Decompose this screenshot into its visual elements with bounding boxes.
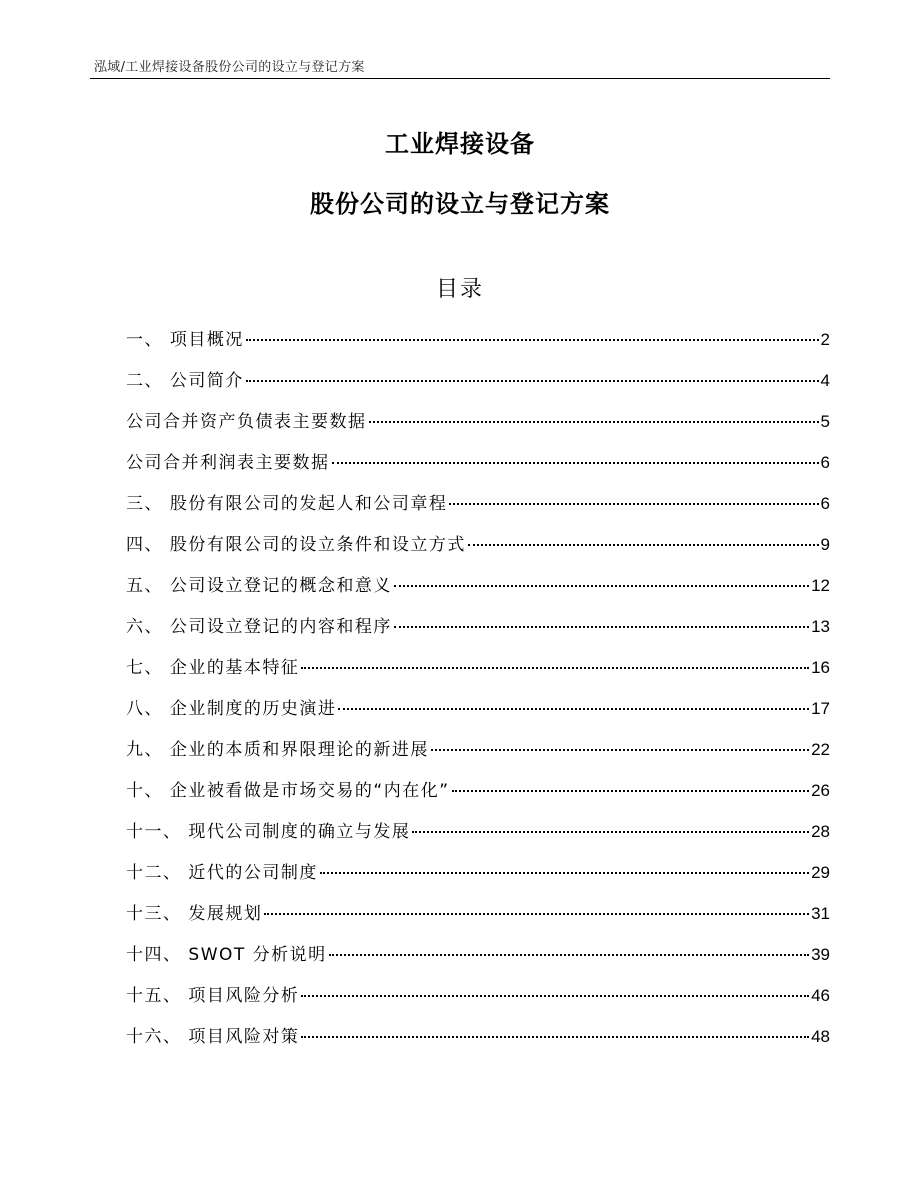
toc-dot-leader <box>246 380 819 382</box>
toc-entry[interactable] <box>126 694 830 735</box>
toc-dot-leader <box>468 544 819 546</box>
toc-dot-leader <box>246 339 819 341</box>
toc-entry-title: 十、 企业被看做是市场交易的“内在化” <box>126 781 450 801</box>
toc-entry-page-number: 46 <box>811 986 830 1005</box>
toc-dot-leader <box>320 872 809 874</box>
toc-entry-page-number: 48 <box>811 1027 830 1046</box>
toc-dot-leader <box>338 708 809 710</box>
toc-dot-leader <box>369 421 819 423</box>
toc-entry[interactable] <box>126 817 830 858</box>
toc-dot-leader <box>301 995 809 997</box>
document-title-line-2: 股份公司的设立与登记方案 <box>310 190 610 218</box>
toc-entry[interactable] <box>126 571 830 612</box>
toc-entry-page-number: 9 <box>820 535 830 554</box>
toc-entry-title: 九、 企业的本质和界限理论的新进展 <box>126 740 429 760</box>
toc-dot-leader <box>332 462 819 464</box>
toc-entry[interactable] <box>126 448 830 489</box>
toc-entry[interactable] <box>126 407 830 448</box>
toc-entry-page-number: 6 <box>820 494 830 513</box>
toc-entry[interactable] <box>126 1022 830 1063</box>
toc-entry[interactable] <box>126 940 830 981</box>
toc-entry-page-number: 31 <box>811 904 830 923</box>
toc-entry[interactable] <box>126 899 830 940</box>
toc-entry-page-number: 12 <box>811 576 830 595</box>
toc-entry-title: 十三、 发展规划 <box>126 904 263 924</box>
toc-entry-title: 公司合并资产负债表主要数据 <box>126 412 367 432</box>
toc-entry-title: 一、 项目概况 <box>126 330 244 350</box>
toc-entry-page-number: 6 <box>820 453 830 472</box>
toc-entry-page-number: 28 <box>811 822 830 841</box>
table-of-contents <box>126 325 830 1063</box>
toc-entry-title: 十五、 项目风险分析 <box>126 986 300 1006</box>
toc-entry-page-number: 16 <box>811 658 830 677</box>
toc-entry-page-number: 39 <box>811 945 830 964</box>
toc-entry[interactable] <box>126 858 830 899</box>
toc-entry[interactable] <box>126 325 830 366</box>
document-title-line-1: 工业焊接设备 <box>385 130 535 158</box>
toc-dot-leader <box>264 913 809 915</box>
toc-entry[interactable] <box>126 530 830 571</box>
toc-entry-title: 八、 企业制度的历史演进 <box>126 699 337 719</box>
toc-dot-leader <box>431 749 809 751</box>
toc-entry[interactable] <box>126 612 830 653</box>
toc-entry[interactable] <box>126 653 830 694</box>
toc-entry-title: 公司合并利润表主要数据 <box>126 453 330 473</box>
toc-dot-leader <box>301 1036 809 1038</box>
toc-entry[interactable] <box>126 366 830 407</box>
toc-dot-leader <box>412 831 809 833</box>
toc-entry-title: 二、 公司简介 <box>126 371 244 391</box>
toc-heading: 目录 <box>435 277 484 302</box>
toc-dot-leader <box>394 626 809 628</box>
toc-entry-page-number: 26 <box>811 781 830 800</box>
toc-entry-title: 六、 公司设立登记的内容和程序 <box>126 617 392 637</box>
toc-entry-title: 四、 股份有限公司的设立条件和设立方式 <box>126 535 466 555</box>
toc-dot-leader <box>329 954 809 956</box>
header-divider <box>90 78 830 79</box>
toc-entry-title: 三、 股份有限公司的发起人和公司章程 <box>126 494 448 514</box>
toc-entry-title: 七、 企业的基本特征 <box>126 658 300 678</box>
toc-entry-page-number: 4 <box>820 371 830 390</box>
toc-entry-title: 十一、 现代公司制度的确立与发展 <box>126 822 411 842</box>
toc-entry[interactable] <box>126 981 830 1022</box>
toc-entry-page-number: 29 <box>811 863 830 882</box>
toc-entry-title: 十四、 SWOT 分析说明 <box>126 945 327 965</box>
toc-entry-page-number: 22 <box>811 740 830 759</box>
toc-entry-title: 五、 公司设立登记的概念和意义 <box>126 576 392 596</box>
toc-dot-leader <box>452 790 810 792</box>
running-header: 泓域/工业焊接设备股份公司的设立与登记方案 <box>94 60 365 75</box>
toc-entry-page-number: 5 <box>820 412 830 431</box>
toc-entry-page-number: 13 <box>811 617 830 636</box>
toc-dot-leader <box>301 667 809 669</box>
toc-entry-title: 十六、 项目风险对策 <box>126 1027 300 1047</box>
toc-entry[interactable] <box>126 735 830 776</box>
toc-dot-leader <box>394 585 809 587</box>
toc-entry-page-number: 2 <box>820 330 830 349</box>
toc-entry[interactable] <box>126 489 830 530</box>
toc-entry-page-number: 17 <box>811 699 830 718</box>
toc-dot-leader <box>449 503 818 505</box>
toc-entry-title: 十二、 近代的公司制度 <box>126 863 318 883</box>
toc-entry[interactable] <box>126 776 830 817</box>
